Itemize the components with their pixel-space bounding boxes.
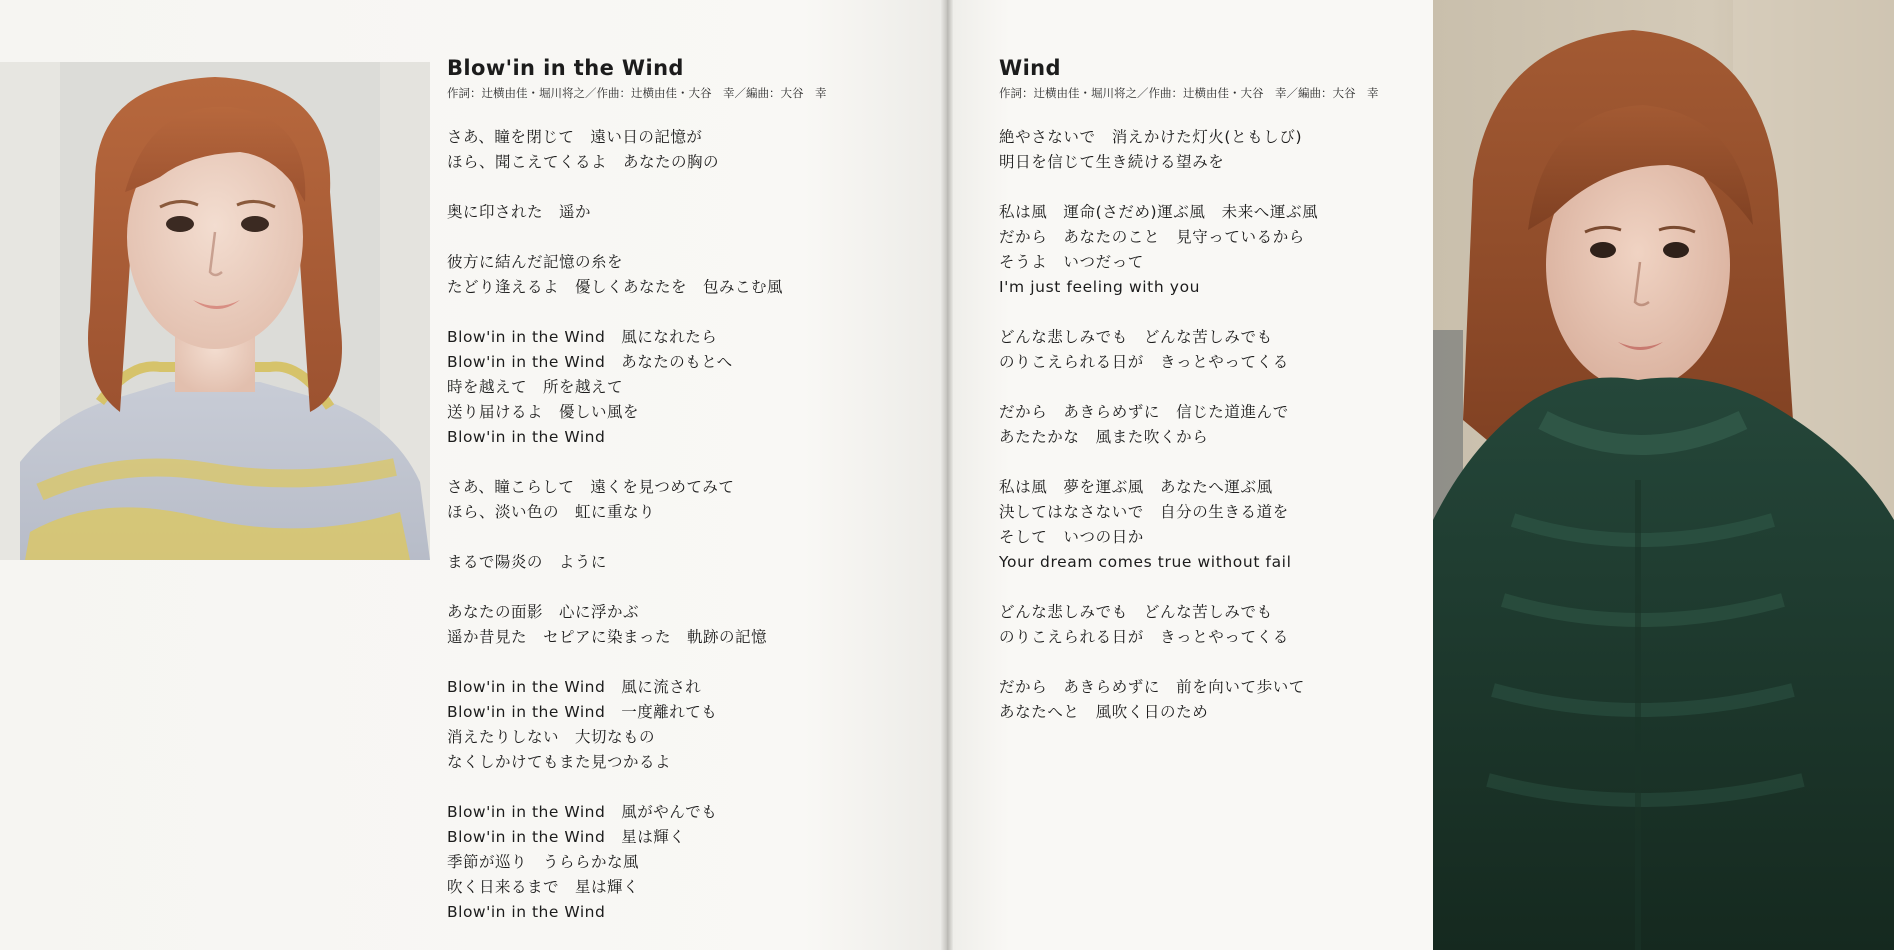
- lyric-line: なくしかけてもまた見つかるよ: [447, 753, 672, 771]
- lyric-line: Blow'in in the Wind あなたのもとへ: [447, 353, 733, 371]
- credits-right: 作詞：辻横由佳・堀川将之／作曲：辻横由佳・大谷 幸／編曲：大谷 幸: [999, 86, 1379, 100]
- stanza: [447, 250, 927, 300]
- lyric-line: だから あなたのこと 見守っているから: [999, 228, 1305, 246]
- left-page: [0, 0, 946, 950]
- stanza: [447, 600, 927, 650]
- stanza: [999, 400, 1429, 450]
- portrait-photo-left: [0, 62, 430, 560]
- lyric-line: 彼方に結んだ記憶の糸を: [447, 253, 624, 271]
- stanza: [447, 125, 927, 175]
- lyric-line: まるで陽炎の ように: [447, 553, 607, 571]
- lyric-line: さあ、瞳こらして 遠くを見つめてみて: [447, 478, 735, 496]
- lyric-line: さあ、瞳を閉じて 遠い日の記憶が: [447, 128, 703, 146]
- lyric-line: どんな悲しみでも どんな苦しみでも: [999, 328, 1273, 346]
- lyrics-right-block: [999, 54, 1429, 750]
- lyric-line: たどり逢えるよ 優しくあなたを 包みこむ風: [447, 278, 784, 296]
- song-title-right: Wind: [999, 56, 1061, 80]
- stanza: [999, 675, 1429, 725]
- stanza: [447, 325, 927, 450]
- song-title-left: Blow'in in the Wind: [447, 56, 684, 80]
- lyric-line: 遥か昔見た セピアに染まった 軌跡の記憶: [447, 628, 768, 646]
- lyric-line: だから あきらめずに 信じた道進んで: [999, 403, 1289, 421]
- lyric-line: 奥に印された 遥か: [447, 203, 592, 221]
- portrait-right-illustration: [1433, 0, 1894, 950]
- stanza: [447, 675, 927, 775]
- stanza: [999, 325, 1429, 375]
- lyric-line: Blow'in in the Wind 風になれたら: [447, 328, 718, 346]
- lyric-line: 消えたりしない 大切なもの: [447, 728, 656, 746]
- lyric-line: 私は風 運命(さだめ)運ぶ風 未来へ運ぶ風: [999, 203, 1319, 221]
- lyric-line: Blow'in in the Wind: [447, 903, 606, 921]
- lyric-line: Blow'in in the Wind 風がやんでも: [447, 803, 718, 821]
- lyric-line: あなたへと 風吹く日のため: [999, 703, 1209, 721]
- lyrics-left-block: [447, 54, 927, 950]
- lyric-line: 決してはなさないで 自分の生きる道を: [999, 503, 1289, 521]
- lyric-line: ほら、淡い色の 虹に重なり: [447, 503, 656, 521]
- stanzas-left: [447, 125, 927, 925]
- lyric-line: Blow'in in the Wind 風に流され: [447, 678, 702, 696]
- lyric-line: どんな悲しみでも どんな苦しみでも: [999, 603, 1273, 621]
- lyric-line: のりこえられる日が きっとやってくる: [999, 353, 1289, 371]
- lyric-line: そして いつの日か: [999, 528, 1144, 546]
- lyric-line: Your dream comes true without fail: [999, 553, 1292, 571]
- lyric-line: 送り届けるよ 優しい風を: [447, 403, 640, 421]
- portrait-photo-right: [1433, 0, 1894, 950]
- lyric-line: のりこえられる日が きっとやってくる: [999, 628, 1289, 646]
- stanza: [999, 200, 1429, 300]
- lyric-line: 絶やさないで 消えかけた灯火(ともしび): [999, 128, 1303, 146]
- lyric-line: 時を越えて 所を越えて: [447, 378, 624, 396]
- stanza: [999, 600, 1429, 650]
- lyric-line: Blow'in in the Wind 星は輝く: [447, 828, 686, 846]
- lyric-line: あなたの面影 心に浮かぶ: [447, 603, 640, 621]
- lyric-line: あたたかな 風また吹くから: [999, 428, 1209, 446]
- stanzas-right: [999, 125, 1429, 725]
- lyric-line: ほら、聞こえてくるよ あなたの胸の: [447, 153, 720, 171]
- lyric-line: そうよ いつだって: [999, 253, 1144, 271]
- lyric-line: 季節が巡り うららかな風: [447, 853, 640, 871]
- stanza: [447, 200, 927, 225]
- stanza: [447, 475, 927, 525]
- lyric-line: Blow'in in the Wind 一度離れても: [447, 703, 718, 721]
- stanza: [447, 550, 927, 575]
- stanza: [999, 125, 1429, 175]
- lyric-line: だから あきらめずに 前を向いて歩いて: [999, 678, 1305, 696]
- lyric-line: 明日を信じて生き続ける望みを: [999, 153, 1225, 171]
- portrait-left-illustration: [0, 62, 430, 560]
- lyric-line: 私は風 夢を運ぶ風 あなたへ運ぶ風: [999, 478, 1273, 496]
- credits-left: 作詞：辻横由佳・堀川将之／作曲：辻横由佳・大谷 幸／編曲：大谷 幸: [447, 86, 827, 100]
- lyric-line: I'm just feeling with you: [999, 278, 1201, 296]
- lyric-line: 吹く日来るまで 星は輝く: [447, 878, 640, 896]
- stanza: [999, 475, 1429, 575]
- stanza: [447, 800, 927, 925]
- booklet-gutter: [941, 0, 953, 950]
- lyric-line: Blow'in in the Wind: [447, 428, 606, 446]
